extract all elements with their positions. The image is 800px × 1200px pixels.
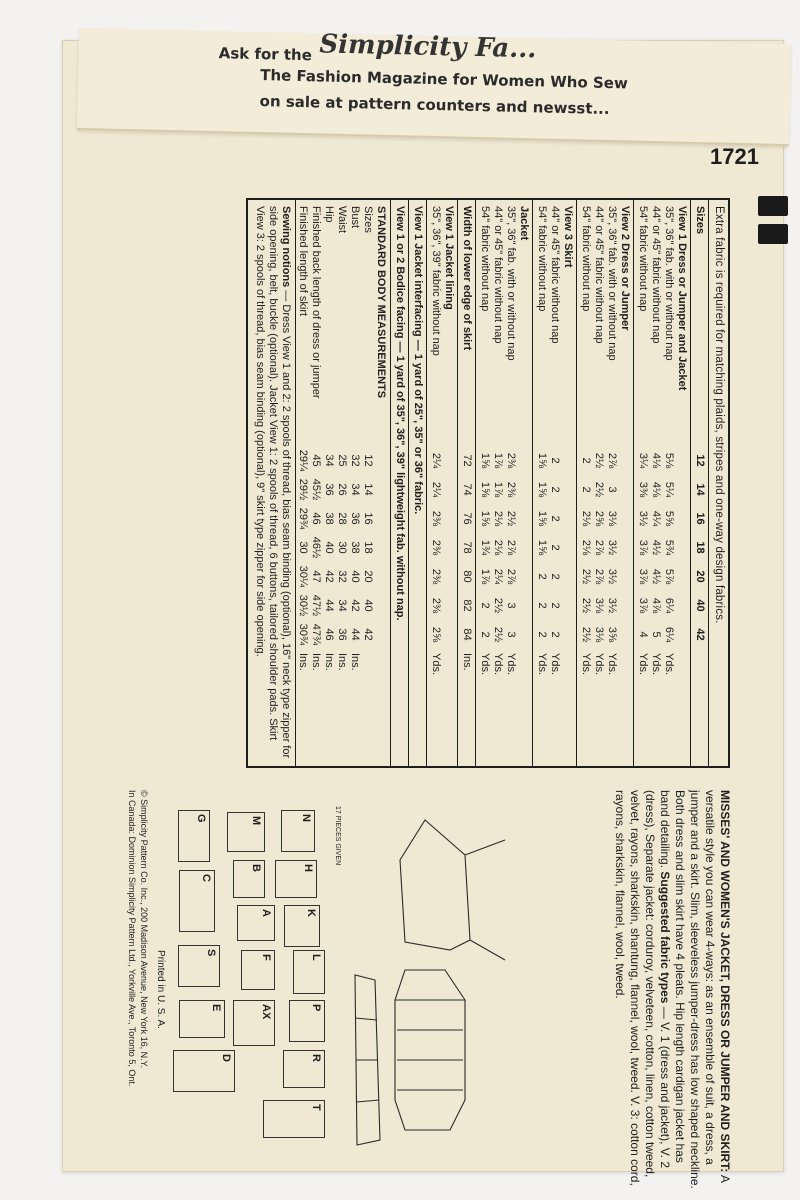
yardage-value: 2 (479, 631, 491, 638)
yardage-value: 2⅝ (593, 510, 605, 527)
row-unit: Yds. (593, 653, 605, 676)
yardage-value: 2 (536, 602, 548, 609)
yardage-section (576, 200, 633, 766)
measurement-label: Finished back length of dress or jumper (310, 206, 322, 399)
yardage-value: 3⅜ (637, 481, 649, 498)
yardage-value: 2 (580, 486, 592, 493)
yardage-value: 2 (549, 515, 561, 522)
yardage-value: 2⅞ (505, 568, 517, 585)
size-heading: 42 (694, 628, 706, 641)
measurement-value: 42 (362, 628, 374, 641)
yardage-value: 2⅛ (580, 510, 592, 527)
measurement-value: 40 (349, 570, 361, 583)
measurement-value: 32 (336, 570, 348, 583)
std-measurements-title: STANDARD BODY MEASUREMENTS (375, 206, 387, 399)
pattern-piece (289, 1000, 325, 1042)
yardage-value: 4¼ (650, 510, 662, 527)
pattern-piece-letter: H (302, 864, 314, 872)
hem-value: 74 (461, 483, 473, 496)
size-heading: 12 (694, 454, 706, 467)
measurement-value: 36 (336, 628, 348, 641)
row-unit: Yds. (479, 653, 491, 676)
yardage-value: 5⅝ (663, 510, 675, 527)
yardage-value: 3⅞ (637, 539, 649, 556)
yardage-value: 2½ (580, 626, 592, 643)
yardage-value: 2⅛ (492, 539, 504, 556)
yardage-value: 2⅜ (505, 452, 517, 469)
yardage-value: 1⅝ (536, 510, 548, 527)
yardage-value: 3⅛ (606, 510, 618, 527)
measurement-value: 40 (323, 541, 335, 554)
yardage-value: 1⅝ (536, 539, 548, 556)
pattern-piece (283, 1050, 325, 1088)
yardage-value: 2½ (580, 597, 592, 614)
pattern-piece-letter: N (300, 814, 312, 822)
measurement-unit: Ins. (297, 653, 309, 671)
measurement-value: 38 (349, 541, 361, 554)
pattern-piece-letter: E (210, 1004, 222, 1012)
yardage-value: 1⅝ (479, 481, 491, 498)
pattern-piece-letter: AX (260, 1004, 272, 1020)
pattern-piece-letter: C (200, 874, 212, 882)
yardage-row (605, 206, 618, 679)
measurement-value: 14 (362, 483, 374, 496)
measurement-value: 34 (349, 483, 361, 496)
size-heading: 18 (694, 541, 706, 554)
row-label: 44" or 45" fabric without nap (593, 206, 605, 344)
yardage-value: 2 (536, 573, 548, 580)
yardage-row (649, 206, 662, 679)
row-unit: Yds. (663, 653, 675, 676)
yardage-value: 1⅞ (479, 568, 491, 585)
lining-value: 2⅜ (430, 539, 442, 556)
fabrics-label: Suggested fabric types (658, 871, 672, 1004)
pattern-piece-letter: S (205, 949, 217, 957)
yardage-value: 2½ (505, 510, 517, 527)
row-label: 35", 36" fab. with or without nap (505, 206, 517, 361)
yardage-value: 3 (505, 631, 517, 638)
yardage-value: 2 (549, 486, 561, 493)
measurement-value: 45½ (310, 478, 322, 501)
measurement-value: 26 (336, 483, 348, 496)
yardage-value: 1¾ (479, 539, 491, 556)
yardage-value: 2⅞ (593, 568, 605, 585)
pattern-piece-letter: K (305, 909, 317, 917)
pattern-piece (233, 1000, 275, 1046)
measurement-value: 42 (349, 599, 361, 612)
measurement-value: 34 (336, 599, 348, 612)
yardage-value: 2⅞ (606, 452, 618, 469)
row-label: 54" fabric without nap (479, 206, 491, 312)
yardage-row (535, 206, 548, 679)
yardage-value: 2½ (593, 481, 605, 498)
yardage-value: 2½ (492, 626, 504, 643)
row-label: 54" fabric without nap (580, 206, 592, 312)
pattern-piece (284, 905, 320, 947)
yardage-value: 2 (549, 602, 561, 609)
measurement-unit: Ins. (310, 653, 322, 671)
measurement-label: Waist (336, 206, 348, 234)
yardage-value: 1⅞ (492, 452, 504, 469)
measurement-row (322, 200, 335, 766)
yardage-value: 5⅞ (663, 568, 675, 585)
yardage-table (246, 198, 730, 768)
measurement-value: 25 (336, 454, 348, 467)
row-label: 44" or 45" fabric without nap (650, 206, 662, 344)
envelope-flap (77, 28, 791, 146)
yardage-value: 2 (549, 631, 561, 638)
yardage-sizes-row (690, 200, 708, 766)
dress-sketch (395, 970, 465, 1130)
lining-value: 2⅜ (430, 568, 442, 585)
lining-label: 35", 36", 39" fabric without nap (430, 206, 442, 356)
description-title: MISSES' AND WOMEN'S JACKET, DRESS OR JUMPER AND SKIRT: (718, 790, 732, 1173)
yardage-value: 5¾ (663, 539, 675, 556)
yardage-value: 4 (637, 631, 649, 638)
measurement-value: 16 (362, 512, 374, 525)
lining-value: 2¼ (430, 452, 442, 469)
yardage-value: 3⅛ (593, 597, 605, 614)
yardage-note: Extra fabric is required for matching plaids, stripes and one-way design fabrics. (708, 200, 728, 766)
pattern-piece-letter: B (250, 864, 262, 872)
bodice-facing-row: View 1 or 2 Bodice facing — 1 yard of 35", 36", 39" lightweight fab. without nap. (390, 200, 408, 766)
flap-sale-line: on sale at pattern counters and newsst... (259, 92, 610, 118)
section-title: View 1 Dress or Jumper and Jacket (676, 206, 688, 391)
yardage-value: 3⅝ (606, 626, 618, 643)
measurement-value: 30 (336, 541, 348, 554)
measurement-value: 12 (362, 454, 374, 467)
measurement-value: 47¾ (310, 623, 322, 646)
lining-title: View 1 Jacket lining (443, 206, 455, 310)
measurement-value: 34 (323, 454, 335, 467)
measurement-label: Sizes (362, 206, 374, 233)
yardage-value: 1⅝ (479, 452, 491, 469)
flap-tagline: The Fashion Magazine for Women Who Sew (260, 66, 629, 93)
notions-text: — Dress View 1 and 2: 2 spools of thread, bias seam binding (optional), 16" neck type zipper for side opening, belt, buckle (optional). Jacket View 1: 2 spools of thread, 6 buttons, tailored shoulder pads. Skirt View 3: 2 spools of thread, bias seam binding (optional), 9" skirt type zipper for side opening. (254, 206, 292, 759)
row-unit: Yds. (492, 653, 504, 676)
pattern-piece-letter: M (250, 816, 262, 826)
hem-value: 84 (461, 628, 473, 641)
yardage-value: 2 (536, 631, 548, 638)
measurement-label: Hip (323, 206, 335, 223)
measurement-value: 29¾ (297, 507, 309, 530)
notions-label: Sewing notions (280, 206, 292, 288)
lining-value: 2⅜ (430, 510, 442, 527)
rotated-envelope-back (100, 144, 759, 1190)
measurement-unit: Ins. (349, 653, 361, 671)
yardage-value: 3⅞ (637, 597, 649, 614)
hem-value: 72 (461, 454, 473, 467)
fabrics-text: — V. 1 (dress and jacket), V. 2 (dress), Separate jacket: corduroy, velveteen, cotton, linen, cotton tweed, velvet, rayons, sharkskin, shantung, flannel, wool, tweed. V. 3: cotton cord, rayons, sharkskin, flannel, wool, tweed. (613, 790, 672, 1186)
yardage-value: 2 (549, 573, 561, 580)
lining-value: 2⅝ (430, 626, 442, 643)
yardage-value: 2 (479, 602, 491, 609)
yardage-row (662, 206, 675, 679)
yardage-value: 2¼ (492, 568, 504, 585)
yardage-value: 5 (650, 631, 662, 638)
pattern-piece-letter: A (260, 909, 272, 917)
pattern-description (612, 790, 732, 1190)
pattern-piece-letter: G (195, 814, 207, 823)
yardage-value: 1⅝ (536, 452, 548, 469)
measurement-value: 29¼ (297, 449, 309, 472)
yardage-value: 2½ (580, 568, 592, 585)
row-label: 44" or 45" fabric without nap (549, 206, 561, 344)
yardage-section (633, 200, 690, 766)
size-heading: 16 (694, 512, 706, 525)
measurement-value: 47 (310, 570, 322, 583)
measurement-value: 32 (349, 454, 361, 467)
jacket-sketch (400, 820, 470, 950)
yardage-value: 3½ (606, 568, 618, 585)
yardage-value: 2⅛ (580, 539, 592, 556)
section-title: Jacket (518, 206, 530, 241)
sizes-label: Sizes (694, 206, 706, 235)
yardage-value: 4⅛ (650, 481, 662, 498)
description-body: A versatile style you can wear 4-ways: as an ensemble of suit, a dress, a jumper and a skirt. Slim, sleeveless jumper-dress has low shaped neckline. Both dress and slim skirt have 4 pleats. Hip length cardigan jacket has band detailing. (658, 790, 732, 1189)
hem-value: 76 (461, 512, 473, 525)
yardage-row (579, 206, 592, 679)
envelope-tab-marks (758, 196, 788, 248)
yardage-value: 2⅜ (505, 481, 517, 498)
printed-in-usa: Printed in U. S. A. (155, 950, 166, 1029)
yardage-value: 3¼ (637, 452, 649, 469)
measurement-row (348, 200, 361, 766)
tab-mark (758, 196, 788, 216)
size-heading: 20 (694, 570, 706, 583)
row-unit: Yds. (549, 653, 561, 676)
lining-unit: Yds. (430, 653, 442, 676)
lining-value: 2¼ (430, 481, 442, 498)
canada-line: In Canada: Dominion Simplicity Pattern Ltd., Yorkville Ave., Toronto 5, Ont. (127, 790, 137, 1087)
hem-value: 80 (461, 570, 473, 583)
hem-value: 82 (461, 599, 473, 612)
measurement-value: 29½ (297, 478, 309, 501)
measurement-value: 36 (323, 483, 335, 496)
pattern-piece (179, 870, 215, 932)
yardage-value: 3⅛ (593, 626, 605, 643)
yardage-value: 2⅞ (505, 539, 517, 556)
measurement-value: 46½ (310, 536, 322, 559)
pattern-piece (293, 950, 325, 994)
yardage-row (592, 206, 605, 679)
pattern-piece (173, 1050, 235, 1092)
section-title: View 2 Dress or Jumper (619, 206, 631, 331)
measurement-value: 30¼ (297, 565, 309, 588)
measurement-unit: Ins. (336, 653, 348, 671)
measurement-label: Finished length of skirt (297, 206, 309, 317)
yardage-value: 2⅛ (492, 510, 504, 527)
row-unit: Yds. (637, 653, 649, 676)
section-title: View 3 Skirt (562, 206, 574, 268)
measurement-row (335, 200, 348, 766)
row-label: 54" fabric without nap (637, 206, 649, 312)
yardage-value: 4½ (650, 539, 662, 556)
lining-section (426, 200, 457, 766)
sizes-values (693, 446, 706, 649)
yardage-value: 6¼ (663, 597, 675, 614)
yardage-value: 2 (549, 457, 561, 464)
measurement-value: 47½ (310, 594, 322, 617)
pattern-piece (241, 950, 275, 990)
yardage-value: 1⅞ (492, 481, 504, 498)
measurement-value: 44 (323, 599, 335, 612)
yardage-row (504, 206, 517, 679)
row-label: 54" fabric without nap (536, 206, 548, 312)
hem-unit: Ins. (461, 653, 473, 671)
yardage-value: 4⅛ (650, 452, 662, 469)
measurement-value: 18 (362, 541, 374, 554)
measurement-value: 30 (297, 541, 309, 554)
measurement-value: 38 (323, 512, 335, 525)
size-heading: 40 (694, 599, 706, 612)
copyright-line: © Simplicity Pattern Co. Inc., 200 Madison Avenue, New York 16, N.Y. (139, 790, 149, 1068)
yardage-value: 2⅞ (593, 539, 605, 556)
row-label: 35", 36" fab. with or without nap (606, 206, 618, 361)
measurement-row (309, 200, 322, 766)
yardage-value: 3½ (637, 510, 649, 527)
pattern-piece (178, 810, 210, 862)
measurement-value: 45 (310, 454, 322, 467)
yardage-value: 2½ (593, 452, 605, 469)
row-unit: Yds. (536, 653, 548, 676)
pattern-number: 1721 (710, 144, 759, 169)
yardage-value: 3½ (606, 597, 618, 614)
measurement-value: 40 (362, 599, 374, 612)
yardage-value: 3 (505, 602, 517, 609)
measurement-row (361, 200, 374, 766)
measurement-value: 30½ (297, 594, 309, 617)
yardage-row (491, 206, 504, 679)
envelope-footer (126, 790, 150, 1190)
garment-line-drawings (350, 800, 525, 1190)
yardage-value: 2½ (492, 597, 504, 614)
yardage-value: 3 (606, 486, 618, 493)
yardage-value: 4⅞ (650, 597, 662, 614)
row-unit: Yds. (606, 653, 618, 676)
row-label: 35", 36" fab. with or without nap (663, 206, 675, 361)
hem-label: Width of lower edge of skirt (461, 206, 473, 351)
yardage-value: 1⅝ (536, 481, 548, 498)
measurement-value: 44 (349, 628, 361, 641)
pattern-piece-letter: R (310, 1054, 322, 1062)
yardage-row (548, 206, 561, 679)
row-unit: Yds. (580, 653, 592, 676)
interfacing-row: View 1 Jacket interfacing — 1 yard of 25", 35" or 36" fabric. (408, 200, 426, 766)
measurement-label: Bust (349, 206, 361, 229)
pattern-piece (237, 905, 275, 941)
tab-mark (758, 224, 788, 244)
measurement-value: 46 (323, 628, 335, 641)
pattern-piece-letter: T (310, 1104, 322, 1111)
flap-ask-line: Ask for the Simplicity Fa... (218, 29, 537, 65)
yardage-value: 2 (549, 544, 561, 551)
yardage-value: 5⅛ (663, 452, 675, 469)
measurement-value: 20 (362, 570, 374, 583)
measurement-value: 36 (349, 512, 361, 525)
flap-brand-logo: Simplicity Fa... (319, 29, 537, 65)
sewing-notions (248, 200, 296, 766)
yardage-row (478, 206, 491, 679)
pattern-piece-letter: P (310, 1004, 322, 1012)
measurement-value: 28 (336, 512, 348, 525)
row-unit: Yds. (505, 653, 517, 676)
measurement-unit: Ins. (323, 653, 335, 671)
pattern-piece (275, 860, 317, 898)
hem-width-row (457, 200, 475, 766)
yardage-section (532, 200, 576, 766)
hem-value: 78 (461, 541, 473, 554)
yardage-value: 3½ (606, 539, 618, 556)
pattern-piece (179, 1000, 225, 1038)
pattern-piece (233, 860, 265, 898)
yardage-value: 2 (580, 457, 592, 464)
yardage-value: 3⅞ (637, 568, 649, 585)
pattern-piece (263, 1100, 325, 1138)
pattern-piece-letter: L (310, 954, 322, 961)
yardage-value: 1⅝ (479, 510, 491, 527)
row-unit: Yds. (650, 653, 662, 676)
measurement-row (296, 200, 309, 766)
lining-value: 2⅜ (430, 597, 442, 614)
yardage-value: 6¼ (663, 626, 675, 643)
pattern-piece-letter: F (260, 954, 272, 961)
pattern-piece (227, 812, 265, 852)
measurement-value: 30¾ (297, 623, 309, 646)
garment-sketch-svg (350, 800, 525, 1190)
yardage-row (636, 206, 649, 679)
pieces-given-label: 17 PIECES GIVEN (334, 806, 341, 866)
yardage-value: 4½ (650, 568, 662, 585)
measurement-value: 46 (310, 512, 322, 525)
row-label: 44" or 45" fabric without nap (492, 206, 504, 344)
pattern-piece-letter: D (220, 1054, 232, 1062)
pattern-piece (281, 810, 315, 852)
yardage-section (475, 200, 532, 766)
yardage-value: 5¼ (663, 481, 675, 498)
measurement-value: 42 (323, 570, 335, 583)
size-heading: 14 (694, 483, 706, 496)
pattern-piece (178, 945, 220, 987)
